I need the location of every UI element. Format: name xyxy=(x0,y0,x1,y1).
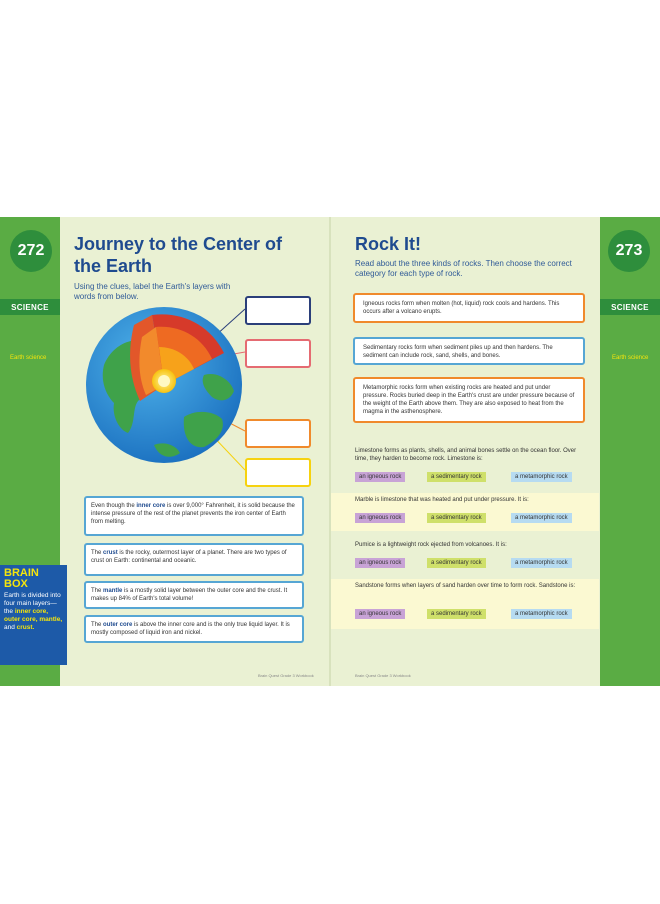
brain-box xyxy=(0,565,67,665)
brain-box-title-line1: BRAIN xyxy=(4,567,39,579)
question-sandstone xyxy=(331,579,599,629)
option-sedimentary[interactable]: a sedimentary rock xyxy=(427,472,486,482)
fact-box-crust xyxy=(84,543,304,576)
earth-layers-globe xyxy=(84,305,244,465)
question-text: Marble is limestone that was heated and put under pressure. It is: xyxy=(355,497,529,503)
brain-highlight: crust. xyxy=(16,624,35,631)
fact-text: Even though the xyxy=(91,503,137,509)
subject-tab-right: SCIENCE xyxy=(600,299,660,315)
fact-text: The xyxy=(91,622,104,628)
right-page-intro: Read about the three kinds of rocks. Then choose the correct category for each type of rock. xyxy=(355,259,572,278)
brain-text-part: and xyxy=(4,624,17,631)
fact-box-mantle xyxy=(84,581,304,609)
brain-highlight: mantle, xyxy=(39,616,63,623)
question-limestone xyxy=(331,444,599,486)
fact-term: inner core xyxy=(136,503,166,509)
question-text: Pumice is a lightweight rock ejected from volcanoes. It is: xyxy=(355,542,507,548)
label-box-outer-core[interactable] xyxy=(245,419,311,448)
question-pumice xyxy=(331,538,599,573)
option-metamorphic[interactable]: a metamorphic rock xyxy=(511,472,572,482)
brain-box-title-line2: BOX xyxy=(4,578,28,590)
fact-term: outer core xyxy=(103,622,133,628)
brain-highlight: inner core, xyxy=(14,608,49,615)
fact-box-outer-core xyxy=(84,615,304,643)
option-igneous[interactable]: an igneous rock xyxy=(355,609,405,619)
option-igneous[interactable]: an igneous rock xyxy=(355,558,405,568)
brain-box-text xyxy=(4,592,63,632)
rock-box-sedimentary: Sedimentary rocks form when sediment piles up and then hardens. The sediment can include rock, sand, shells, and bones. xyxy=(353,337,585,365)
fact-term: crust xyxy=(103,550,118,556)
brain-text-part: Earth is divided into four main layers—the xyxy=(4,592,61,615)
question-text: Limestone forms as plants, shells, and animal bones settle on the ocean floor. Over time, they harden to become rock. Limestone is: xyxy=(355,448,577,462)
option-igneous[interactable]: an igneous rock xyxy=(355,513,405,523)
fact-text: The xyxy=(91,588,104,594)
option-igneous[interactable]: an igneous rock xyxy=(355,472,405,482)
rock-box-metamorphic: Metamorphic rocks form when existing rocks are heated and put under pressure. Rocks buried deep in the Earth's crust are under pressure because of the weight of the Earth above them. They are also exposed to heat from the magma in the asthenosphere. xyxy=(353,377,585,423)
right-side-strip xyxy=(600,217,660,686)
option-metamorphic[interactable]: a metamorphic rock xyxy=(511,513,572,523)
rock-box-igneous: Igneous rocks form when molten (hot, liquid) rock cools and hardens. This occurs after a volcano erupts. xyxy=(353,293,585,323)
fact-text: is over 9,000° Fahrenheit, it is solid because the intense pressure of the rest of the planet prevents the iron center of Earth from melting. xyxy=(91,503,295,525)
option-sedimentary[interactable]: a sedimentary rock xyxy=(427,609,486,619)
globe-illustration xyxy=(84,305,244,465)
fact-box-inner-core xyxy=(84,496,304,536)
footer-left: Brain Quest Grade 3 Workbook xyxy=(258,673,314,678)
label-box-crust[interactable] xyxy=(245,296,311,325)
footer-right: Brain Quest Grade 3 Workbook xyxy=(355,673,411,678)
brain-highlight: outer core, xyxy=(4,616,38,623)
fact-text: is above the inner core and is the only true liquid layer. It is mostly composed of liquid iron and nickel. xyxy=(91,622,290,636)
question-marble xyxy=(331,493,599,531)
page-number-right: 273 xyxy=(608,230,650,272)
workbook-spread xyxy=(0,217,660,686)
option-metamorphic[interactable]: a metamorphic rock xyxy=(511,558,572,568)
label-box-inner-core[interactable] xyxy=(245,458,311,487)
right-page-title: Rock It! xyxy=(355,234,422,254)
question-text: Sandstone forms when layers of sand harden over time to form rock. Sandstone is: xyxy=(355,583,576,589)
topic-label-right: Earth science xyxy=(612,355,649,361)
left-page-title: Journey to the Center of the Earth xyxy=(74,234,283,276)
fact-term: mantle xyxy=(103,588,123,594)
option-metamorphic[interactable]: a metamorphic rock xyxy=(511,609,572,619)
topic-label-left: Earth science xyxy=(10,355,47,361)
option-sedimentary[interactable]: a sedimentary rock xyxy=(427,513,486,523)
fact-text: is a mostly solid layer between the outer core and the crust. It makes up 84% of Earth's total volume! xyxy=(91,588,288,602)
left-page-intro: Using the clues, label the Earth's layers with words from below. xyxy=(74,282,231,301)
label-box-mantle[interactable] xyxy=(245,339,311,368)
option-sedimentary[interactable]: a sedimentary rock xyxy=(427,558,486,568)
page-number-left: 272 xyxy=(10,230,52,272)
fact-text: The xyxy=(91,550,104,556)
brain-box-title xyxy=(4,568,63,590)
subject-tab-left: SCIENCE xyxy=(0,299,60,315)
fact-text: is the rocky, outermost layer of a planet. There are two types of crust on Earth: continental and oceanic. xyxy=(91,550,287,564)
